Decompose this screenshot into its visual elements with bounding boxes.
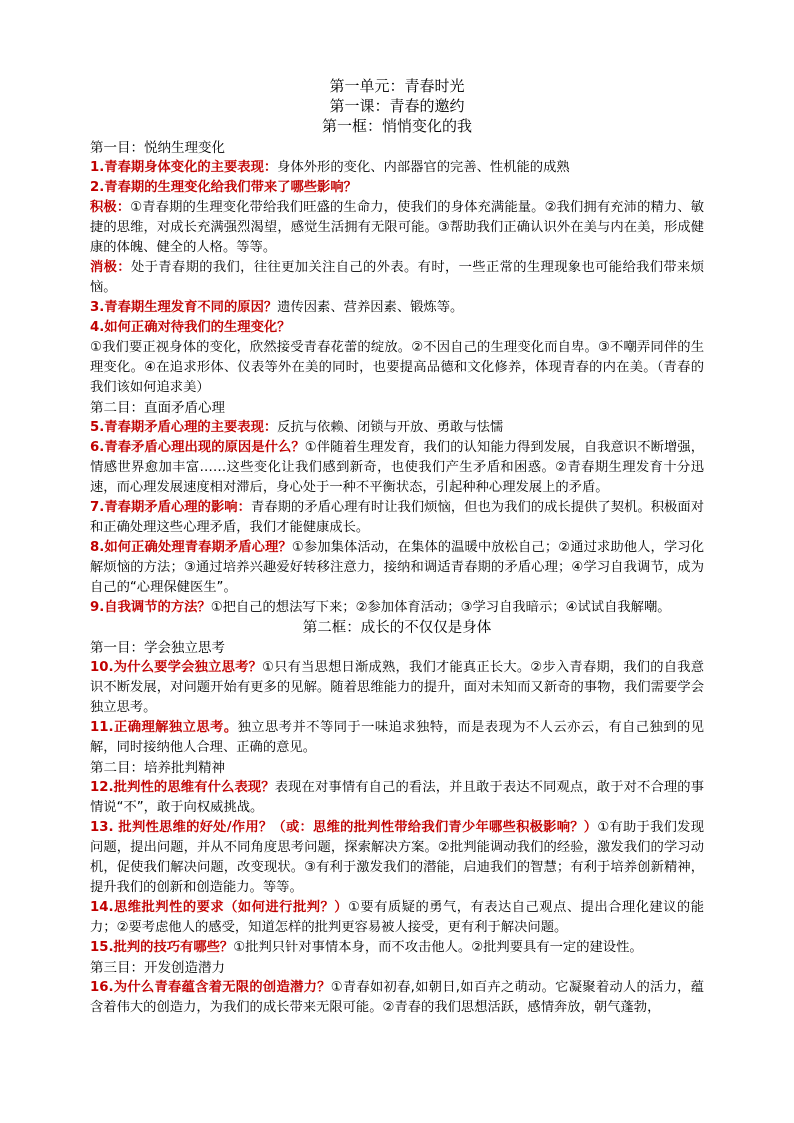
frame-title-2: 第二框：成长的不仅仅是身体 — [302, 620, 492, 636]
frame-title-1: 第一框：悄悄变化的我 — [321, 117, 472, 135]
document-page — [90, 76, 704, 1018]
list-item: 2.青春期的生理变化给我们带来了哪些影响？ — [90, 180, 357, 195]
list-item: 5.青春期矛盾心理的主要表现：反抗与依赖、闭锁与开放、勇敢与怯懦 — [90, 420, 504, 435]
lesson-title: 第一课：青春的邀约 — [329, 97, 465, 115]
list-item: 积极：①青春期的生理变化带给我们旺盛的生命力，使我们的身体充满能量。②我们拥有充沛的精力、敏捷的思维，对成长充满强烈渴望，感觉生活拥有无限可能。③帮助我们正确认识外在美与内在美，形成健康的体魄、健全的人格。等等。 — [90, 200, 705, 255]
section-heading: 第一目：学会独立思考 — [90, 640, 225, 656]
list-item: 4.如何正确对待我们的生理变化？ — [90, 320, 291, 335]
section-heading: 第二目：直面矛盾心理 — [90, 400, 225, 416]
list-item: 9.自我调节的方法？①把自己的想法写下来；②参加体育活动；③学习自我暗示；④试试自我解嘲。 — [90, 600, 671, 615]
list-item: 10.为什么要学会独立思考？①只有当思想日渐成熟，我们才能真正长大。②步入青春期，我们的自我意识不断发展，对问题开始有更多的见解。随着思维能力的提升，面对未知而又新奇的事物，我们需要学会独立思考。 — [90, 660, 704, 715]
section-heading: 第二目：培养批判精神 — [90, 760, 225, 776]
list-item: 消极：处于青春期的我们，往往更加关注自己的外表。有时，一些正常的生理现象也可能给我们带来烦恼。 — [90, 260, 705, 295]
unit-title: 第一单元：青春时光 — [329, 77, 465, 95]
list-item: 12.批判性的思维有什么表现？表现在对事情有自己的看法，并且敢于表达不同观点，敢于对不合理的事情说“不”，敢于向权威挑战。 — [90, 780, 705, 815]
list-item: 6.青春矛盾心理出现的原因是什么？①伴随着生理发育，我们的认知能力得到发展，自我意识不断增强，情感世界愈加丰富……这些变化让我们感到新奇，也使我们产生矛盾和困惑。②青春期生理发育十分迅速，而心理发展速度相对滞后，身心处于一种不平衡状态，引起种种心理发展上的矛盾。 — [90, 440, 704, 495]
list-item: 11.正确理解独立思考。独立思考并不等同于一味追求独特，而是表现为不人云亦云，有自己独到的见解，同时接纳他人合理、正确的意见。 — [90, 720, 705, 755]
list-item: 14.思维批判性的要求（如何进行批判？）①要有质疑的勇气，有表达自己观点、提出合理化建议的能力；②要考虑他人的感受，知道怎样的批判更容易被人接受，更有利于解决问题。 — [90, 900, 704, 935]
list-item: 8.如何正确处理青春期矛盾心理？①参加集体活动，在集体的温暖中放松自己；②通过求助他人，学习化解烦恼的方法；③通过培养兴趣爱好转移注意力，接纳和调适青春期的矛盾心理；④学习自我调节，成为自己的“心理保健医生”。 — [90, 540, 704, 595]
list-item: 15.批判的技巧有哪些？①批判只针对事情本身，而不攻击他人。②批判要具有一定的建设性。 — [90, 940, 643, 955]
section-heading: 第一目：悦纳生理变化 — [90, 140, 225, 156]
list-item: 3.青春期生理发育不同的原因？遗传因素、营养因素、锻炼等。 — [90, 300, 464, 315]
list-item: 16.为什么青春蕴含着无限的创造潜力？①青春如初春,如朝日,如百卉之萌动。它凝聚着动人的活力，蕴含着伟大的创造力，为我们的成长带来无限可能。②青春的我们思想活跃，感情奔放，朝气蓬勃， — [90, 980, 704, 1015]
list-item: 7.青春期矛盾心理的影响：青春期的矛盾心理有时让我们烦恼，但也为我们的成长提供了契机。积极面对和正确处理这些心理矛盾，我们才能健康成长。 — [90, 500, 705, 535]
list-item: 1.青春期身体变化的主要表现：身体外形的变化、内部器官的完善、性机能的成熟 — [90, 160, 570, 175]
list-item: ①我们要正视身体的变化，欣然接受青春花蕾的绽放。②不因自己的生理变化而自卑。③不嘲弄同伴的生理变化。④在追求形体、仪表等外在美的同时，也要提高品德和文化修养，体现青春的内在美。（青春的我们该如何追求美） — [90, 340, 704, 395]
list-item: 13. 批判性思维的好处/作用？（或：思维的批判性带给我们青少年哪些积极影响？）①有助于我们发现问题，提出问题，并从不同角度思考问题，探索解决方案。②批判能调动我们的经验，激发我们的学习动机，促使我们解决问题，改变现状。③有利于激发我们的潜能，启迪我们的智慧；有利于培养创新精神，提升我们的创新和创造能力。等等。 — [90, 820, 704, 895]
section-heading: 第三目：开发创造潜力 — [90, 960, 225, 976]
